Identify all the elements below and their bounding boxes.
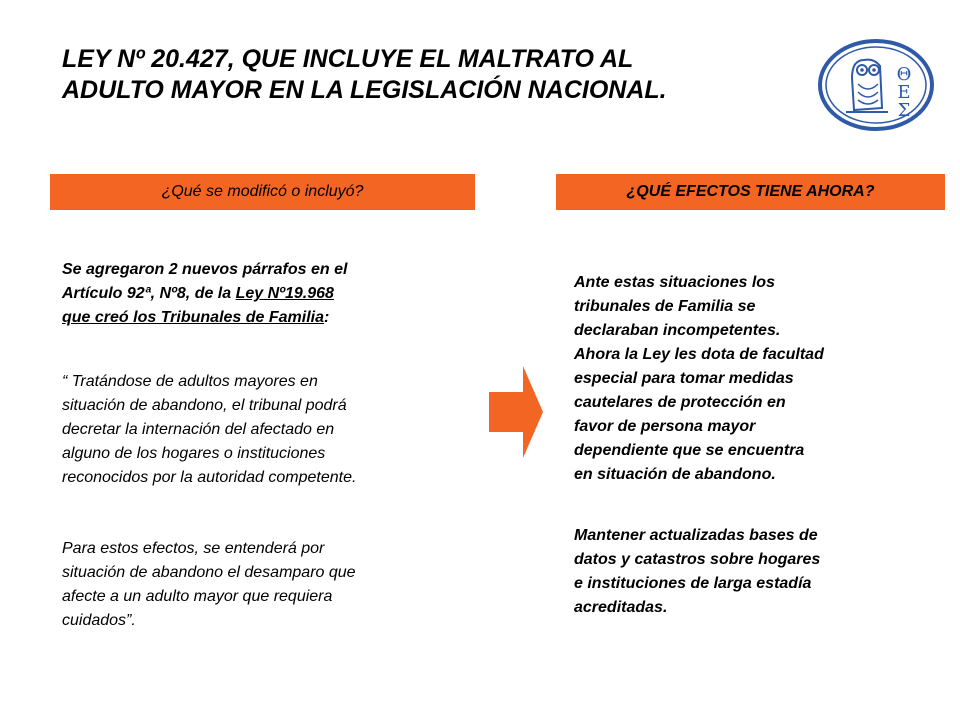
right-effects-line: especial para tomar medidas [574,370,794,387]
left-definition-line: situación de abandono el desamparo que [62,564,356,581]
title-line-1: LEY Nº 20.427, QUE INCLUYE EL MALTRATO AL [62,45,634,73]
left-quote-line: “ Tratándose de adultos mayores en [62,373,318,390]
right-effects-line: en situación de abandono. [574,466,776,483]
right-databases-paragraph [574,524,820,620]
left-definition-paragraph [62,537,356,633]
title-line-2: ADULTO MAYOR EN LA LEGISLACIÓN NACIONAL. [62,76,667,104]
left-intro-paragraph [62,258,347,330]
left-definition-line: Para estos efectos, se entenderá por [62,540,325,557]
left-section-header: ¿Qué se modificó o incluyó? [50,174,475,210]
left-quote-line: alguno de los hogares o instituciones [62,445,326,462]
left-quote-line: decretar la internación del afectado en [62,421,335,438]
law-reference: Ley Nº19.968 [235,285,334,302]
right-effects-line: Ahora la Ley les dota de facultad [574,346,824,363]
logo-letter-2: Ε [897,82,911,103]
left-intro-line-3 [62,306,347,330]
left-quote-line: reconocidos por la autoridad competente. [62,469,357,486]
right-effects-line: Ante estas situaciones los [574,274,775,291]
logo-letter-3: Σ [897,100,911,121]
right-databases-line: datos y catastros sobre hogares [574,551,821,568]
right-effects-paragraph [574,271,824,487]
logo-letter-1: Θ [896,64,912,85]
right-effects-line: dependiente que se encuentra [574,442,805,459]
right-effects-line: declaraban incompetentes. [574,322,781,339]
left-intro-line-2 [62,282,347,306]
left-intro-line-1: Se agregaron 2 nuevos párrafos en el [62,261,348,278]
left-intro-colon: : [324,309,330,326]
owl-logo-icon [816,38,936,132]
left-quote-paragraph [62,370,356,490]
right-arrow-icon [489,366,543,458]
family-courts-reference: que creó los Tribunales de Familia [62,309,325,326]
right-effects-line: cautelares de protección en [574,394,786,411]
slide-title [62,44,782,106]
right-effects-line: favor de persona mayor [574,418,756,435]
right-effects-line: tribunales de Familia se [574,298,756,315]
right-databases-line: Mantener actualizadas bases de [574,527,818,544]
right-section-header: ¿QUÉ EFECTOS TIENE AHORA? [556,174,945,210]
left-definition-line: afecte a un adulto mayor que requiera [62,588,333,605]
left-intro-line-2-text: Artículo 92ª, Nº8, de la [62,285,236,302]
right-databases-line: acreditadas. [574,599,668,616]
right-databases-line: e instituciones de larga estadía [574,575,812,592]
left-definition-line: cuidados”. [62,612,136,629]
left-quote-line: situación de abandono, el tribunal podrá [62,397,347,414]
